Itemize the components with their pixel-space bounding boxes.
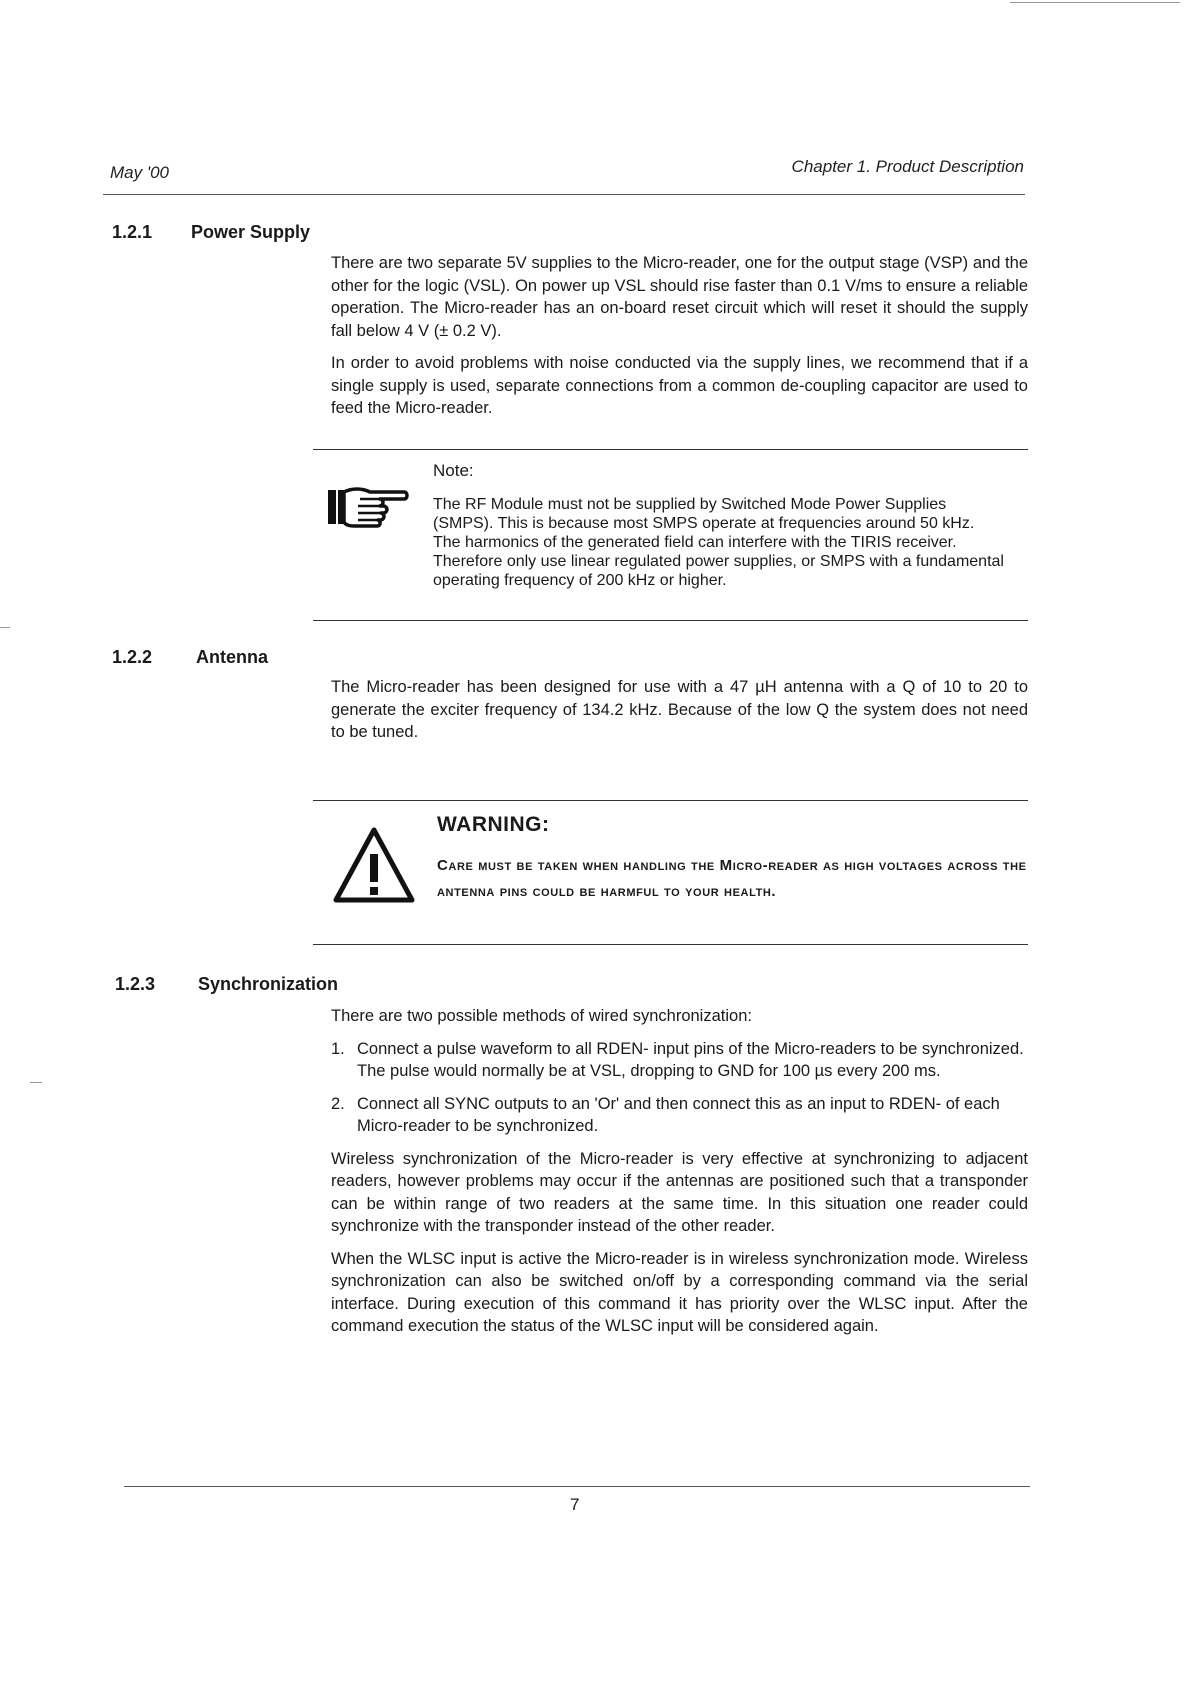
pointing-hand-icon [328,482,410,530]
warning-title: WARNING: [437,813,550,836]
warning-bottom-rule [313,944,1028,945]
header-rule [103,194,1025,195]
sync-paragraph-2: When the WLSC input is active the Micro-reader is in wireless synchronization mode. Wireless synchronization can also be switched on/off by a corresponding command via the serial interface. During execution of this command it has priority over the WLSC input. After the command execution the status of the WLSC input will be considered again. [331,1249,1028,1335]
section-number-antenna: 1.2.2 [112,647,153,667]
sync-paragraph-1: Wireless synchronization of the Micro-reader is very effective at synchronizing to adjacent readers, however problems may occur if the antennas are positioned such that a transponder can be within range of two readers at the same time. In this situation one reader could synchronize with the transponder instead of the other reader. [331,1149,1028,1235]
antenna-body [331,676,1028,744]
list-item [331,1093,1028,1138]
scan-mark-left-1 [0,627,10,628]
section-number-power: 1.2.1 [112,222,153,242]
antenna-paragraph-1: The Micro-reader has been designed for use with a 47 µH antenna with a Q of 10 to 20 to generate the exciter frequency of 134.2 kHz. Because of the low Q the system does not need to be tuned. [331,678,1028,741]
scan-mark-left-2 [30,1082,42,1083]
warning-box [313,800,1028,944]
warning-text: Care must be taken when handling the Micro-reader as high voltages across the antenna pins could be harmful to your health. [437,857,1027,900]
power-paragraph-2: In order to avoid problems with noise conducted via the supply lines, we recommend that if a single supply is used, separate connections from a common de-coupling capacitor are used to feed the Micro-reader. [331,354,1028,417]
section-title-sync: Synchronization [198,974,339,994]
sync-body [331,1005,1028,1338]
step-text: Connect all SYNC outputs to an 'Or' and then connect this as an input to RDEN- of each Micro-reader to be synchronized. [357,1094,1000,1135]
note-box [313,449,1028,620]
section-title-antenna: Antenna [196,647,268,667]
warning-triangle-icon [333,826,415,904]
step-number: 1. [331,1039,345,1058]
note-label: Note: [433,461,474,480]
section-number-sync: 1.2.3 [115,974,156,994]
page-number: 7 [570,1495,580,1514]
step-number: 2. [331,1094,345,1113]
header-chapter: Chapter 1. Product Description [791,157,1024,176]
power-paragraph-1: There are two separate 5V supplies to the Micro-reader, one for the output stage (VSP) and the other for the logic (VSL). On power up VSL should rise faster than 0.1 V/ms to ensure a reliable operation. The Micro-reader has an on-board reset circuit which will reset it should the supply fall below 4 V (± 0.2 V). [331,254,1028,340]
section-title-power: Power Supply [191,222,311,242]
header-date: May '00 [110,163,169,182]
power-body [331,252,1028,420]
note-text: The RF Module must not be supplied by Switched Mode Power Supplies (SMPS). This is because most SMPS operate at frequencies around 50 kHz. The harmonics of the generated field can interfere with the TIRIS receiver. Therefore only use linear regulated power supplies, or SMPS with a fundamental operating frequency of 200 kHz or higher. [433,496,1004,589]
sync-steps [331,1038,1028,1138]
scan-mark-top [1010,2,1180,3]
list-item [331,1038,1028,1083]
step-text: Connect a pulse waveform to all RDEN- input pins of the Micro-readers to be synchronized. The pulse would normally be at VSL, dropping to GND for 100 µs every 200 ms. [357,1039,1024,1080]
sync-intro: There are two possible methods of wired synchronization: [331,1007,752,1025]
note-bottom-rule [313,620,1028,621]
footer-rule [124,1486,1030,1487]
